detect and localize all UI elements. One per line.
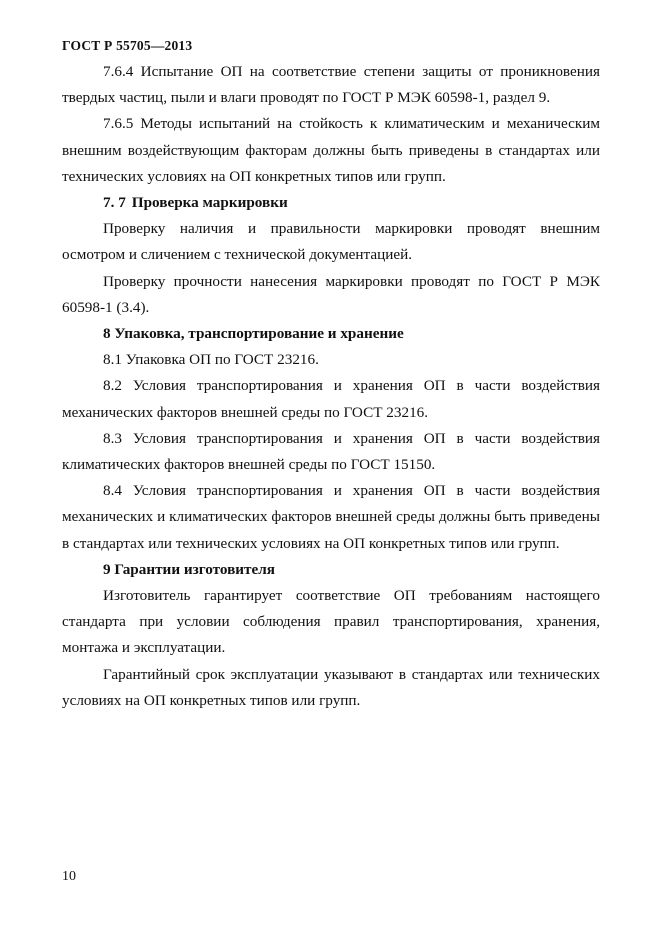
paragraph-8-2: 8.2 Условия транспортирования и хранения ОП в части воздействия механических факторов внешней среды по ГОСТ 23216. <box>62 377 600 421</box>
paragraph-9-a: Изготовитель гарантирует соответствие ОП требованиям настоящего стандарта при условии соблюдения правил транспортирования, хранения, монтажа и эксплуатации. <box>62 587 600 657</box>
document-header: ГОСТ Р 55705—2013 <box>62 38 193 53</box>
paragraph-7-6-5: 7.6.5 Методы испытаний на стойкость к климатическим и механическим внешним воздействующим факторам должны быть приведены в стандартах или технических условиях на ОП конкретных типов или групп. <box>62 115 600 185</box>
section-heading-8: 8 Упаковка, транспортирование и хранение <box>103 325 404 343</box>
document-body <box>62 59 600 714</box>
section-heading-9: 9 Гарантии изготовителя <box>103 560 275 578</box>
paragraph-7-7-b: Проверку прочности нанесения маркировки проводят по ГОСТ Р МЭК 60598-1 (3.4). <box>62 272 600 316</box>
paragraph-7-6-4: 7.6.4 Испытание ОП на соответствие степени защиты от проникновения твердых частиц, пыли и влаги проводят по ГОСТ Р МЭК 60598-1, раздел 9. <box>62 63 600 107</box>
paragraph-7-7-a: Проверку наличия и правильности маркировки проводят внешним осмотром и сличением с технической документацией. <box>62 220 600 264</box>
paragraph-8-1: 8.1 Упаковка ОП по ГОСТ 23216. <box>103 351 319 369</box>
section-number: 7. 7 <box>103 194 126 212</box>
section-heading-7-7 <box>62 190 600 216</box>
paragraph-8-4: 8.4 Условия транспортирования и хранения ОП в части воздействия механических и климатических факторов внешней среды должны быть приведены в стандартах или технических условиях на ОП конкретных типов или групп. <box>62 482 600 552</box>
paragraph-8-3: 8.3 Условия транспортирования и хранения ОП в части воздействия климатических факторов внешней среды по ГОСТ 15150. <box>62 429 600 474</box>
paragraph-9-b: Гарантийный срок эксплуатации указывают в стандартах или технических условиях на ОП конкретных типов или групп. <box>62 665 600 709</box>
section-title: Проверка маркировки <box>131 194 288 212</box>
page-number: 10 <box>62 869 76 884</box>
